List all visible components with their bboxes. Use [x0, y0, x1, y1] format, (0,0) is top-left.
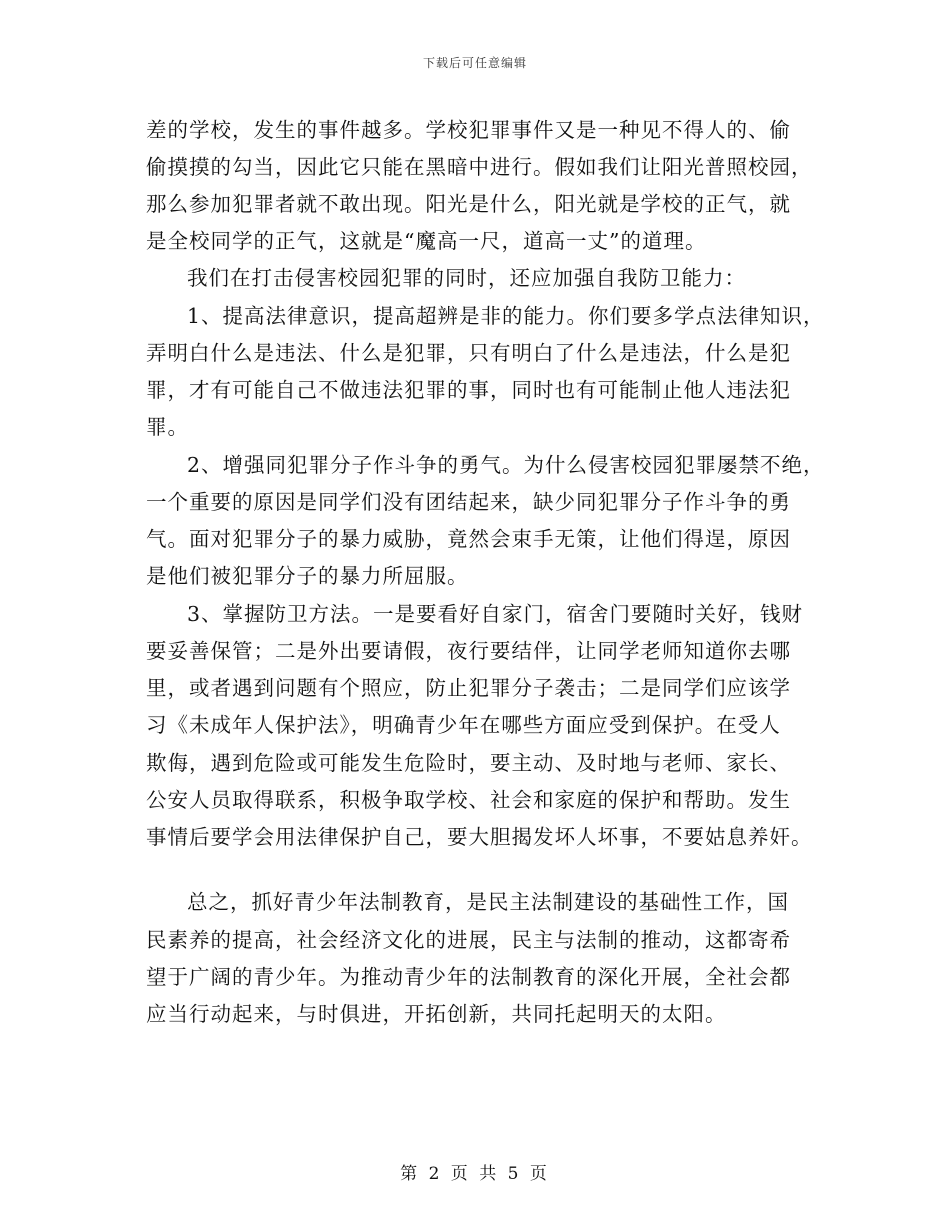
body-line: 欺侮，遇到危险或可能发生危险时，要主动、及时地与老师、家长、: [146, 751, 791, 775]
download-note: 下载后可任意编辑: [422, 56, 527, 70]
body-line: 总之，抓好青少年法制教育，是民主法制建设的基础性工作，国: [187, 890, 789, 914]
body-line: 偷摸摸的勾当，因此它只能在黑暗中进行。假如我们让阳光普照校园，: [146, 155, 813, 179]
body-line: 习《未成年人保护法》，明确青少年在哪些方面应受到保护。在受人: [146, 713, 781, 737]
body-line: 一个重要的原因是同学们没有团结起来，缺少同犯罪分子作斗争的勇: [146, 490, 791, 514]
body-line: 里，或者遇到问题有个照应，防止犯罪分子袭击；二是同学们应该学: [146, 676, 791, 700]
body-line: 弄明白什么是违法、什么是犯罪，只有明白了什么是违法，什么是犯: [146, 341, 791, 365]
body-line: 3、掌握防卫方法。一是要看好自家门，宿舍门要随时关好，钱财: [187, 602, 804, 626]
body-line: 罪。: [146, 415, 189, 439]
body-line: 1、提高法律意识，提高超辨是非的能力。你们要多学点法律知识，: [187, 304, 825, 328]
body-line: 公安人员取得联系，积极争取学校、社会和家庭的保护和帮助。发生: [146, 788, 791, 812]
body-line: 罪，才有可能自己不做违法犯罪的事，同时也有可能制止他人违法犯: [146, 378, 791, 402]
body-line: 是他们被犯罪分子的暴力所屈服。: [146, 564, 469, 588]
body-line: 我们在打击侵害校园犯罪的同时，还应加强自我防卫能力：: [187, 266, 746, 290]
body-line: 事情后要学会用法律保护自己，要大胆揭发坏人坏事，不要姑息养奸。: [146, 825, 813, 849]
body-line: 民素养的提高，社会经济文化的进展，民主与法制的推动，这都寄希: [146, 928, 791, 952]
body-line: 要妥善保管；二是外出要请假，夜行要结伴，让同学老师知道你去哪: [146, 639, 791, 663]
body-line: 2、增强同犯罪分子作斗争的勇气。为什么侵害校园犯罪屡禁不绝，: [187, 453, 825, 477]
body-line: 那么参加犯罪者就不敢出现。阳光是什么，阳光就是学校的正气，就: [146, 192, 791, 216]
body-line: 望于广阔的青少年。为推动青少年的法制教育的深化开展，全社会都: [146, 965, 791, 989]
page-number: 第 2 页 共 5 页: [400, 1164, 550, 1184]
body-line: 差的学校，发生的事件越多。学校犯罪事件又是一种见不得人的、偷: [146, 118, 791, 142]
body-line: 是全校同学的正气，这就是“魔高一尺，道高一丈”的道理。: [146, 229, 707, 253]
body-line: 应当行动起来，与时俱进，开拓创新，共同托起明天的太阳。: [146, 1002, 727, 1026]
body-line: 气。面对犯罪分子的暴力威胁，竟然会束手无策，让他们得逞，原因: [146, 527, 791, 551]
